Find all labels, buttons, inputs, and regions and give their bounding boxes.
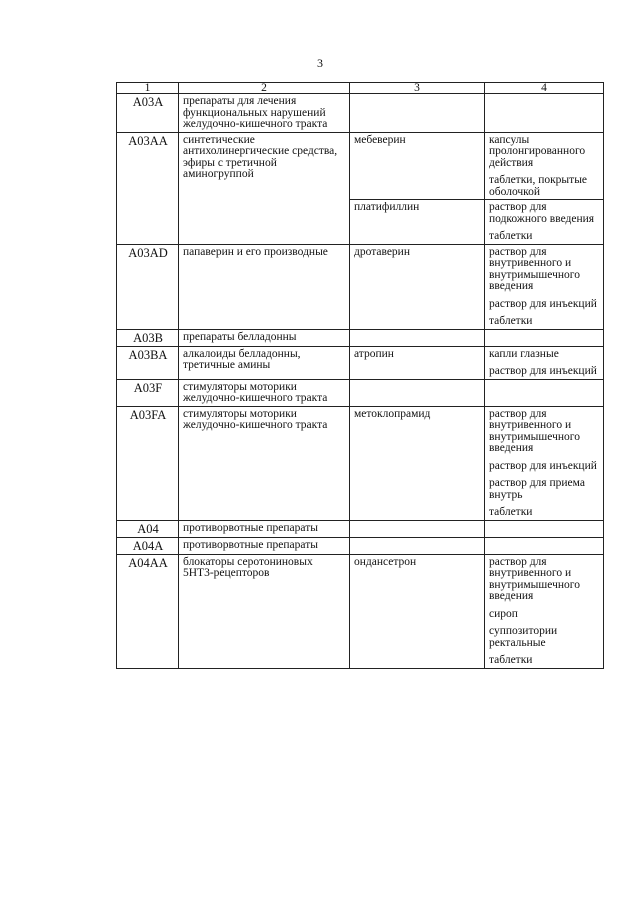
dosage-form: капсулы пролонгированного действия	[489, 133, 586, 169]
drug-name: мебеверин	[350, 132, 485, 200]
dosage-forms	[485, 244, 604, 329]
dosage-form: таблетки	[489, 654, 533, 666]
group-name: синтетические антихолинергические средства, эфиры с третичной аминогруппой	[179, 132, 350, 244]
atc-code: A04A	[117, 537, 179, 554]
drug-name: платифиллин	[350, 200, 485, 245]
column-header-4: 4	[485, 83, 604, 94]
column-header-2: 2	[179, 83, 350, 94]
dosage-form: раствор для внутривенного и внутримышечного введения	[489, 407, 580, 454]
dosage-forms	[485, 520, 604, 537]
drug-name	[350, 94, 485, 133]
dosage-forms	[485, 379, 604, 406]
dosage-forms	[485, 94, 604, 133]
atc-code: A03FA	[117, 406, 179, 520]
dosage-form: раствор для внутривенного и внутримышечного введения	[489, 555, 580, 602]
atc-code: A03BA	[117, 346, 179, 379]
drug-name	[350, 329, 485, 346]
atc-code: A03B	[117, 329, 179, 346]
dosage-form: раствор для приема внутрь	[489, 477, 585, 501]
dosage-form: сироп	[489, 607, 518, 620]
table-row	[117, 346, 604, 379]
dosage-form: капли глазные	[489, 347, 559, 360]
drug-name	[350, 537, 485, 554]
atc-code: A03AD	[117, 244, 179, 329]
group-name: препараты белладонны	[179, 329, 350, 346]
drug-name: атропин	[350, 346, 485, 379]
dosage-forms	[485, 554, 604, 668]
group-name: блокаторы серотониновых 5HT3-рецепторов	[179, 554, 350, 668]
dosage-forms	[485, 329, 604, 346]
drug-name	[350, 379, 485, 406]
dosage-form: таблетки, покрытые оболочкой	[489, 174, 588, 198]
drug-name	[350, 520, 485, 537]
table-row	[117, 94, 604, 133]
drug-name: ондансетрон	[350, 554, 485, 668]
dosage-form: раствор для внутривенного и внутримышечного введения	[489, 245, 580, 292]
group-name: противорвотные препараты	[179, 520, 350, 537]
dosage-form: таблетки	[489, 230, 533, 242]
column-header-3: 3	[350, 83, 485, 94]
dosage-form: раствор для подкожного введения	[489, 201, 595, 225]
dosage-form: таблетки	[489, 315, 533, 327]
group-name: противорвотные препараты	[179, 537, 350, 554]
dosage-form: раствор для инъекций	[489, 459, 597, 472]
table-row	[117, 379, 604, 406]
drug-name: дротаверин	[350, 244, 485, 329]
table-row	[117, 537, 604, 554]
dosage-forms	[485, 537, 604, 554]
group-name: алкалоиды белладонны, третичные амины	[179, 346, 350, 379]
table-row	[117, 132, 604, 200]
group-name: стимуляторы моторики желудочно-кишечного тракта	[179, 379, 350, 406]
table-row	[117, 406, 604, 520]
dosage-form: суппозитории ректальные	[489, 625, 558, 649]
table-row	[117, 520, 604, 537]
page-number: 3	[317, 56, 323, 70]
drug-table	[116, 82, 604, 669]
atc-code: A03F	[117, 379, 179, 406]
group-name: стимуляторы моторики желудочно-кишечного тракта	[179, 406, 350, 520]
table-row	[117, 244, 604, 329]
dosage-forms	[485, 132, 604, 200]
atc-code: A04	[117, 520, 179, 537]
column-header-1: 1	[117, 83, 179, 94]
dosage-form: раствор для инъекций	[489, 297, 597, 310]
dosage-forms	[485, 346, 604, 379]
dosage-forms	[485, 200, 604, 245]
group-name: препараты для лечения функциональных нарушений желудочно-кишечного тракта	[179, 94, 350, 133]
table-row	[117, 554, 604, 668]
table-row	[117, 329, 604, 346]
atc-code: A04AA	[117, 554, 179, 668]
dosage-forms	[485, 406, 604, 520]
dosage-form: таблетки	[489, 506, 533, 518]
header-row	[117, 83, 604, 94]
atc-code: A03A	[117, 94, 179, 133]
drug-name: метоклопрамид	[350, 406, 485, 520]
dosage-form: раствор для инъекций	[489, 365, 597, 377]
group-name: папаверин и его производные	[179, 244, 350, 329]
atc-code: A03AA	[117, 132, 179, 244]
